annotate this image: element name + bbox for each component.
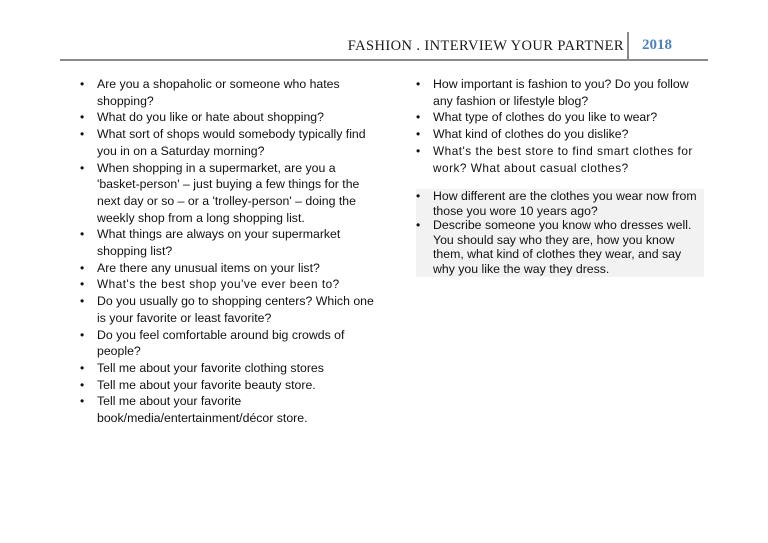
list-item: • Describe someone you know who dresses well. You should say who they are, how you know them, what kind of clothes they wear, and say why you like the way they dress. bbox=[416, 218, 704, 276]
list-item: • What sort of shops would somebody typically find you in on a Saturday morning? bbox=[80, 126, 380, 159]
list-item: • What type of clothes do you like to wear? bbox=[416, 109, 706, 126]
shaded-question-list bbox=[416, 189, 704, 277]
list-item: • What's the best shop you've ever been to? bbox=[80, 276, 380, 293]
page-title: FASHION . INTERVIEW YOUR PARTNER bbox=[347, 38, 624, 54]
list-item: • When shopping in a supermarket, are you a 'basket-person' – just buying a few things for the next day or so – or a 'trolley-person' – doing the weekly shop from a long shopping list. bbox=[80, 160, 380, 227]
left-question-list bbox=[80, 76, 380, 427]
list-item: • Are there any unusual items on your list? bbox=[80, 260, 380, 277]
list-item: • Do you feel comfortable around big crowds of people? bbox=[80, 327, 380, 360]
list-item: • Tell me about your favorite book/media/entertainment/décor store. bbox=[80, 393, 380, 426]
list-item: • What kind of clothes do you dislike? bbox=[416, 126, 706, 143]
header-year: 2018 bbox=[642, 37, 672, 53]
list-item: • Tell me about your favorite clothing stores bbox=[80, 360, 380, 377]
page-header bbox=[60, 32, 708, 61]
list-item: • What things are always on your supermarket shopping list? bbox=[80, 226, 380, 259]
header-divider bbox=[627, 32, 629, 60]
list-item: • Are you a shopaholic or someone who hates shopping? bbox=[80, 76, 380, 109]
list-item: • What do you like or hate about shopping? bbox=[80, 109, 380, 126]
list-item: • Do you usually go to shopping centers? Which one is your favorite or least favorite? bbox=[80, 293, 380, 326]
list-item: • How important is fashion to you? Do you follow any fashion or lifestyle blog? bbox=[416, 76, 706, 109]
list-item: • What's the best store to find smart clothes for work? What about casual clothes? bbox=[416, 143, 706, 176]
list-item: • Tell me about your favorite beauty store. bbox=[80, 377, 380, 394]
list-item: • How different are the clothes you wear now from those you wore 10 years ago? bbox=[416, 189, 704, 218]
right-question-list bbox=[416, 76, 706, 176]
